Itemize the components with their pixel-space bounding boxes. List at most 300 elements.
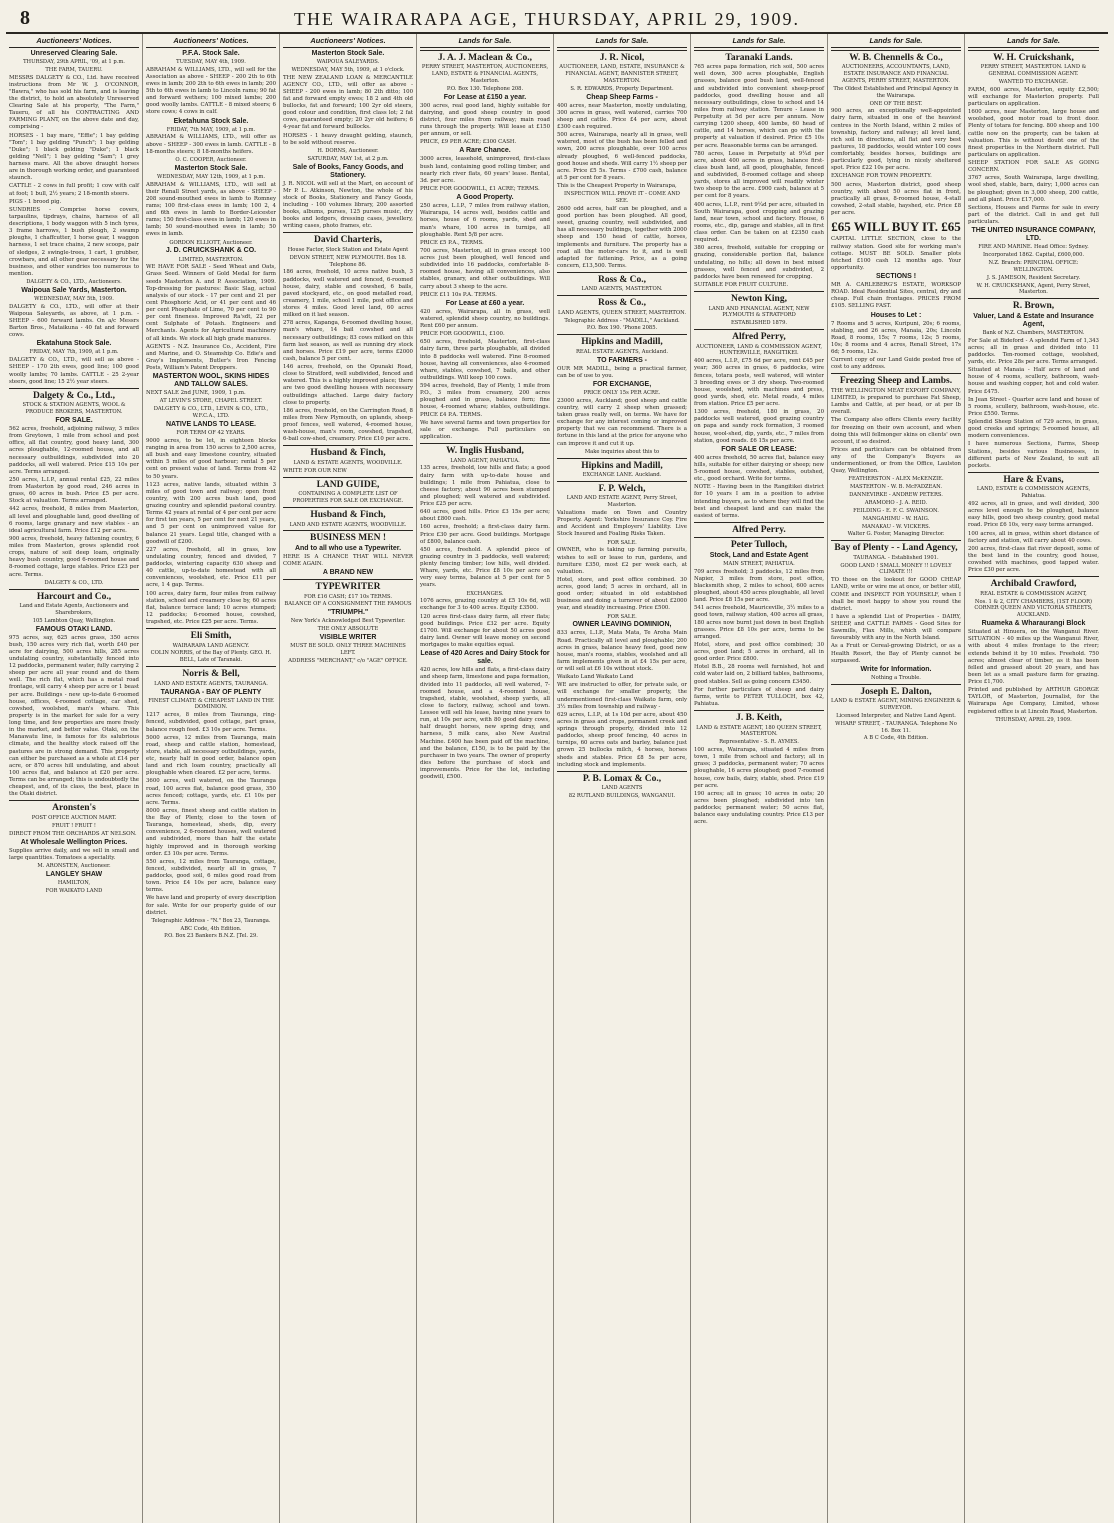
ad-heading: Ruameka & Wharaurangi Block bbox=[981, 620, 1086, 628]
ad-centered-line: WEDNESDAY, MAY 5th, 1909. bbox=[34, 295, 114, 302]
ad-centered-line: FEATHERSTON - ALEX McKENZIE. bbox=[848, 476, 944, 483]
ad-paragraph: HORSES - 1 bay mare, "Effie"; 1 bay gelding "Tom"; 1 bay gelding "Punch"; 1 bay gelding "Duke"; 1 black gelding "Duke"; 1 black gelding "Nell"; 1 bay gelding "Sam"; 1 grey harness mare. All the above draught horses are in thorough working order, and guaranteed staunch. bbox=[9, 132, 139, 182]
ad-paragraph: HERE IS A CHANCE THAT WILL NEVER COME AGAIN. bbox=[283, 553, 413, 567]
ad-paragraph: 100 acres, dairy farm, four miles from railway station, school and creamery close by, 60 acres flat, balance terrace land; 10 acres stumped; 12 paddocks; 6-roomed house, cowshed, trapshed, etc. Price £25 per acre. Terms. bbox=[146, 590, 276, 626]
column-header: Lands for Sale. bbox=[694, 34, 824, 48]
ad-centered-line: TUESDAY, MAY 4th, 1909. bbox=[176, 58, 246, 65]
column-header: Auctioneers' Notices. bbox=[146, 34, 276, 48]
ad-centered-line: The Oldest Established and Principal Agency in the Wairarapa. bbox=[833, 85, 959, 99]
ad-heading: For Lease at £60 a year. bbox=[445, 299, 525, 307]
ad-heading: Sale of Books, Fancy Goods, and Stationery. bbox=[292, 163, 404, 179]
column-header: Lands for Sale. bbox=[831, 34, 961, 48]
ad-paragraph: 550 acres, 12 miles from Tauranga, cottage, fenced, subdivided, nearly all in grass, 7 paddocks, good soil, 6 miles good road from town. Price £4 10s per acre, balance easy terms. bbox=[146, 858, 276, 894]
ad-heading: Eli Smith, bbox=[190, 631, 232, 642]
ad-paragraph: 780 acres, Lease in Perpetuity at 9¼d per acre, about 400 acres in grass, balance first-class bush land, all good, ploughable, fenced and subdivided, 8-roomed cottage and sheep yards, stores all improved will readily winter two sheep to the acre. £900 cash, balance at 5 per cent for 8 years. bbox=[694, 150, 824, 200]
ad-centered-line: DANNEVIRKE - ANDREW PETERS. bbox=[849, 492, 943, 499]
ad-heading: F. P. Welch, bbox=[598, 483, 646, 494]
ad-centered-line: DALGETY & CO., LTD. bbox=[44, 579, 104, 586]
ad-heading: Newton King, bbox=[731, 294, 787, 305]
ad-centered-line: FRUIT ! FRUIT ! bbox=[52, 822, 96, 829]
ad-paragraph: DIRECT FROM THE ORCHARDS AT NELSON. bbox=[9, 830, 137, 837]
divider bbox=[9, 800, 139, 801]
ad-paragraph: Valuations made on Town and Country Property. Agent: Yorkshire Insurance Coy. Fire and Accident and Employers' Liability. Live Stock Insured and Foaling Risks Taken. bbox=[557, 510, 687, 538]
ad-centered-line: WAIPOUA SALEYARDS. bbox=[316, 58, 380, 65]
ad-centered-line: TAURANGA. - Established 1901. bbox=[853, 554, 939, 561]
column-7 bbox=[828, 34, 965, 1523]
ad-heading: Lease of 420 Acres and Dairy Stock for sale. bbox=[420, 650, 550, 666]
columns-container bbox=[6, 34, 1108, 1523]
ad-paragraph: 190 acres; all in grass; 10 acres in oats; 20 acres been ploughed; subdivided into ten paddocks; permanent water; 50 acres flat, balance easy undulating country. Price £13 per acre. bbox=[694, 790, 824, 826]
ad-heading: Ross & Co., bbox=[597, 298, 647, 309]
ad-centered-line: Licensed Interpreter, and Native Land Agent. bbox=[836, 712, 956, 719]
ad-paragraph: 400 acres, L.I.P., rent 9¼d per acre, situated in South Wairarapa, good cropping and grazing land, near town, school and factory. House, 6 rooms, etc., dip, garage and stables, all in first class order. Can be taken on at £2350 cash required. bbox=[694, 201, 824, 244]
ad-paragraph: THE NEW ZEALAND LOAN & MERCANTILE AGENCY CO., LTD., will offer as above - SHEEP - 200 ewes in lamb; 80 2th ditto; 100 fat and forward empty ewes; 18 2 and 4th old bullocks, fat and forward; 100 2yr old steers, good colour and condition, first class lot; 2 fat cows, guaranteed empty; 20 2yr old heifers; 6 4-year fat and forward bullocks. bbox=[283, 74, 413, 131]
divider bbox=[283, 530, 413, 531]
ad-heading: At Wholesale Wellington Prices. bbox=[20, 838, 128, 846]
ad-paragraph: 300 acres, real good land, highly suitable for dairying, and good sheep country in good district, four miles from railway; main road runs through the property. Will lease at £150 per annum, or sell. bbox=[420, 102, 550, 138]
ad-centered-line: WANTED TO EXCHANGE. bbox=[998, 78, 1069, 85]
ad-paragraph: 975 acres, say, 625 acres grass, 350 acres bush, 150 acres very rich flat, worth £40 per acre for dairying, 500 acres hills, 285 acres undulating country, substantially fenced into 12 paddocks, permanent water, fully carrying 2 sheep per acre all year round and do them well. The rich flat, which has a metal road frontage, will carry 4 sheep per acre or 1 beast per acre. Buildings - new up-to-date 6-roomed house, offices, 4-roomed cottage, car shed, cowshed, woolshed, man's whare. This property is in the market for sale for a very long time, and few properties are more freely in the market, and better value. Otaki, on the Manawatu line, is famous for its salubrious climate, and the healthy stock raised off the pastures are in strong demand. This property can either be purchased as a whole at £14 per acre, or 870 acres hill undulating, and about 100 acres flat, and balance at £20 per acre. Terms can be arranged; this is undoubtedly the cheapest, and, of its class, the best, place in the Otaki district. bbox=[9, 634, 139, 798]
ad-centered-line: W. H. CRUICKSHANK, Agent, Perry Street, Masterton. bbox=[976, 282, 1091, 296]
ad-paragraph: Prices and particulars can be obtained from any of the Company's Buyers as undermentioned, or from the Office, Laulston Quay, Wellington. bbox=[831, 446, 961, 475]
ad-centered-line: MUST BE SOLD. ONLY THREE MACHINES LEFT. bbox=[290, 643, 406, 656]
ad-paragraph: We have land and property of every description for sale. Write for our property guide of our district. bbox=[146, 895, 276, 916]
ad-paragraph: 1300 acres, freehold, 180 in grass, 20 paddocks well watered, good grazing country on papa and sandy rock formation, 3 roomed house, wool-shed, dip, yards, etc., 7 miles from station, good roads. £6 15s per acre. bbox=[694, 409, 824, 444]
ad-paragraph: As a Fruit or Cereal-growing District, or as a Health Resort, the Bay of Plenty cannot be surpassed. bbox=[831, 643, 961, 664]
paper-title: THE WAIRARAPA AGE, THURSDAY, APRIL 29, 1909. bbox=[293, 9, 801, 29]
ad-heading: Ekatahuna Stock Sale. bbox=[36, 340, 112, 348]
divider bbox=[557, 458, 687, 459]
ad-paragraph: SUNDRIES - Comprise horse covers, tarpaulins, tipdrays, chains, harness of all descriptions, 1 body waggon with 5 inch tyres, 3 frame harrows, 1 bush plough, 2 swamp ploughs, 1 chaffcutter, 1 horse gear, 1 waggon harness, 1 set trace chains, 2 new scoops, pair of sledges, 2 swingle-trees, 1 cart, 1 grubber, crowbars, and all other gear necessary for the business, and other sundries too numerous to mention. bbox=[9, 206, 139, 277]
ad-heading: A Rare Chance. bbox=[459, 147, 511, 155]
ad-paragraph: This is the Cheapest Property in Wairarapa, bbox=[557, 183, 677, 190]
ad-paragraph: MR A. CARLEBERG'S ESTATE, WORKSOP ROAD. Ideal Residential Sites, central, dry and cheap. Full chain frontages. PRICES FROM £105. SELLING FAST. bbox=[831, 282, 961, 310]
ad-centered-line: LAND & ESTATE AGENT, MINING ENGINEER & SURVEYOR. bbox=[831, 698, 961, 712]
ad-centered-line: FOR WAIKATO LAND bbox=[45, 887, 103, 894]
ad-centered-line: Make inquiries about this to bbox=[584, 448, 660, 455]
ad-heading: SECTIONS ! bbox=[875, 273, 917, 281]
ad-paragraph: Situated at Hinuera, on the Wanganui River. SITUATION - 40 miles up the Wanganui River, with about 4 miles frontage to the river; extends behind it by 10 miles. Freehold. 750 acres; almost clear of timber, as it has been felled and grassed about 20 years, and has been let as a small pasture farm for grazing. Price £1,700. bbox=[968, 629, 1099, 686]
divider bbox=[283, 445, 413, 446]
column-5 bbox=[554, 34, 691, 1523]
ad-centered-line: MASTERTON - W. B. McFADZEAN. bbox=[849, 484, 943, 491]
ad-heading: P. B. Lomax & Co., bbox=[582, 773, 662, 784]
ad-heading: Unreserved Clearing Sale. bbox=[30, 49, 118, 57]
ad-heading: THE UNITED INSURANCE COMPANY, LTD. bbox=[971, 227, 1096, 243]
ad-centered-line: GOOD LAND ! SMALL MONEY !! LOVELY CLIMATE !!! bbox=[840, 562, 952, 576]
ad-paragraph: WRITE FOR OUR NEW bbox=[283, 467, 347, 474]
ad-centered-line: A B C Code, 4th Edition. bbox=[863, 735, 929, 742]
divider bbox=[9, 388, 139, 389]
ad-heading: BUSINESS MEN ! bbox=[309, 533, 387, 544]
ad-paragraph: 250 acres, L.I.P., 7 miles from railway station, Wairarapa, 14 acres well, besides cattle and horses, house of 6 rooms, yards, shed and man's whare, 100 acres in turnips, all ploughable. Rent 5/8 per acre. bbox=[420, 203, 550, 238]
ad-centered-line: AUCTIONEER, LAND, ESTATE, INSURANCE & FINANCIAL AGENT, BANNISTER STREET, MASTERTON. bbox=[559, 64, 685, 84]
ad-heading: J. B. Keith, bbox=[736, 713, 782, 724]
ad-centered-line: FINEST CLIMATE & CHEAPEST LAND IN THE DOMINION. bbox=[148, 697, 274, 711]
ad-paragraph: 135 acres, freehold, low hills and flats; a good dairy farm with up-to-date house and buildings; 1 mile from Pahiatua, close to cheese factory; about 90 acres been stumped and ploughed; well watered and subdivided. Price £25 per acre. bbox=[420, 465, 550, 507]
ad-centered-line: LAND AGENTS bbox=[601, 785, 643, 792]
ad-heading: Freezing Sheep and Lambs. bbox=[839, 376, 953, 387]
ad-centered-line: AUCTIONEER, LAND & COMMISSION AGENT, HUNTERVILLE, RANGITIKEI. bbox=[696, 343, 822, 357]
ad-centered-line: Bank of N.Z. Chambers, MASTERTON. bbox=[982, 329, 1085, 336]
divider bbox=[557, 481, 687, 482]
ad-heading: Dalgety & Co., Ltd., bbox=[32, 390, 116, 401]
ad-centered-line: Telegraphic Address - "MADILL," Auckland. bbox=[564, 317, 680, 324]
ad-paragraph: EXCHANGE FOR TOWN PROPERTY. bbox=[831, 173, 932, 180]
ad-centered-line: Representative - S. R. AYMES. bbox=[719, 739, 799, 746]
ad-centered-line: HAMILTON, bbox=[57, 879, 91, 886]
ad-paragraph: 400 acres freehold, 50 acres flat, balance easy hills, suitable for either dairying or sheep; new 5-roomed house, cowshed, stables, outshed, etc., good orchard. Write for terms. bbox=[694, 454, 824, 483]
ad-paragraph: DALGETY & CO., LTD., will offer at their Waipoua Saleyards, as above, at 1 p.m. - SHEEP - 600 forward lambs. On a/c Messrs Barton Bros., Mataikuna - 40 fat and forward cows. bbox=[9, 303, 139, 339]
ad-centered-line: N.Z. Branch: PRINCIPAL OFFICE: WELLINGTON. bbox=[988, 259, 1079, 273]
ad-centered-line: FOR SALE. bbox=[607, 613, 637, 620]
ad-paragraph: The Company also offers Clients every facility for freezing on their own account, and when doing this will fellmonger skins on clients' own account, if so desired. bbox=[831, 417, 961, 445]
ad-centered-line: STOCK & STATION AGENTS, WOOL & PRODUCE BROKERS, MASTERTON. bbox=[22, 402, 126, 416]
ad-centered-line: FOR SALE. bbox=[607, 539, 637, 546]
ad-centered-line: AT LEVIN'S STORE, CHAPEL STREET. bbox=[159, 398, 263, 405]
ad-paragraph: I have a splendid List of Properties - DAIRY, SHEEP, and CATTLE FARMS - Good Sites for Sawmills, Flax Mills, which will compare favourably with any in the North Island. bbox=[831, 613, 961, 642]
divider bbox=[420, 50, 550, 51]
ad-paragraph: Situated at Manaia - Half acre of land and house of 4 rooms, scullery, bathroom, wash-house and washing copper, hot and cold water. Price £475. bbox=[968, 367, 1099, 395]
ad-paragraph: Waikato Land Waikato Land bbox=[557, 674, 634, 681]
ad-centered-line: PRICE ONLY 15s PER ACRE. bbox=[583, 389, 661, 396]
ad-centered-line: J. S. JAMESON, Resident Secretary. bbox=[986, 274, 1081, 281]
page-number: 8 bbox=[20, 7, 30, 29]
ad-centered-line: LAND AND FINANCIAL AGENT, NEW PLYMOUTH & STRATFORD bbox=[708, 305, 810, 319]
ad-heading: Archibald Crawford, bbox=[990, 579, 1077, 590]
ad-heading: Masterton Stock Sale. bbox=[311, 49, 385, 57]
divider bbox=[420, 443, 550, 444]
ad-paragraph: PRICE, £9 PER ACRE; £300 CASH. bbox=[420, 139, 517, 146]
divider bbox=[557, 334, 687, 335]
column-3 bbox=[280, 34, 417, 1523]
ad-paragraph: 900 acres, an exceptionally well-appointed dairy farm, situated in one of the heaviest centres in the North Island, within 2 miles of township, factory and railway; all level land, rich soil in directions, all flat and very best pastures, 18 paddocks, would winter 100 cows comfortably, besides horses, buildings are particularly good, lying in nicely sheltered spot. Price £22 10s per acre. bbox=[831, 108, 961, 172]
ad-heading: J. D. CRUICKSHANK & CO. bbox=[165, 247, 257, 255]
ad-centered-line: Walter G. Foster, Managing Director. bbox=[847, 531, 945, 538]
ad-paragraph: For further particulars of sheep and dairy farms, write to PETER TULLOCH, box 42, Pahiatua. bbox=[694, 686, 824, 707]
ad-heading: MASTERTON WOOL, SKINS HIDES AND TALLOW SALES. bbox=[152, 373, 270, 389]
ad-heading: Alfred Perry, bbox=[732, 332, 786, 343]
masthead bbox=[6, 0, 1108, 34]
ad-heading: LAND GUIDE, bbox=[316, 479, 380, 490]
ad-heading: For Lease at £150 a year. bbox=[443, 93, 527, 101]
ad-centered-line: WEDNESDAY, MAY 12th, 1909, at 1 p.m. bbox=[157, 173, 265, 180]
divider bbox=[968, 298, 1099, 299]
ad-heading: Husband & Finch, bbox=[310, 448, 386, 459]
ad-heading: Write for Information. bbox=[860, 665, 932, 673]
ad-paragraph: 500 acres, Masterton district, good sheep country, with about 50 acres flat in front, practically all grass, 8-roomed house, 4-stall cowshed, 2-stall stable, hayshed, etc. Price £8 per acre. bbox=[831, 181, 961, 217]
ad-centered-line: LAND AGENTS, MASTERTON. bbox=[581, 286, 663, 293]
ad-paragraph: ABRAHAM & WILLIAMS, LTD., will sell at their Renall Street yards, as above - SHEEP - 208 sound-mouthed ewes in lamb to Romney rams; 100 first-class ewes in lamb; 100 2, 4 and 6th ewes in lamb to Border-Leicester rams; 150 first-class ewes in lamb; 120 ewes in lamb; 50 sound-mouthed ewes in lamb; 50 ewes in lamb. bbox=[146, 181, 276, 238]
ad-heading: W. B. Chennells & Co., bbox=[849, 52, 943, 63]
ad-paragraph: 1600 acres, near Masterton, large house and woolshed, good motor road to front door. Plenty of totara for fencing. 800 sheep and 100 cattle now on the property, can be taken at valuation. This is without doubt one of the finest properties in the Northern district. Full particulars on application. bbox=[968, 109, 1099, 158]
ad-centered-line: 105 Lambton Quay, Wellington. bbox=[32, 617, 116, 624]
ad-heading: Masterton Stock Sale. bbox=[174, 164, 248, 172]
ad-centered-line: WHARF STREET, - TAURANGA. Telephone No 16. Box 11. bbox=[835, 720, 957, 734]
ad-heading: J. R. Nicol, bbox=[599, 52, 645, 63]
ad-centered-line: LAND, ESTATE & COMMISSION AGENTS, Pahiatua. bbox=[976, 486, 1091, 500]
ad-paragraph: 500 acres, Wairarapa, nearly all in grass, well watered, most of the bush has been felled and sown, 200 acres ploughable, over 100 acres already ploughed, 6 well-fenced paddocks, good house and sheds. Will carry 1½ sheep per acre. Price £5 5s. Terms - £700 cash, balance at 5 per cent for 8 years. bbox=[557, 132, 687, 181]
divider bbox=[968, 50, 1099, 51]
ad-centered-line: LAND AGENTS, QUEEN STREET, MASTERTON. bbox=[558, 309, 686, 316]
column-2 bbox=[143, 34, 280, 1523]
ad-paragraph: PRICE FOR GOODWILL, £1 ACRE; TERMS. bbox=[420, 185, 540, 192]
divider bbox=[694, 710, 824, 711]
divider bbox=[283, 232, 413, 233]
ad-centered-line: GORDON ELLIOTT, Auctioneer. bbox=[169, 239, 253, 246]
ad-paragraph: 492 acres, all in grass, and well divided, 300 acres level enough to be ploughed, balance easy hills, good two sheep country, good metal road. Price £6 10s, very easy terms arranged. bbox=[968, 501, 1099, 529]
ad-heading: Peter Tulloch, bbox=[730, 540, 788, 551]
ad-centered-line: House Factor, Stock Station and Estate Agent bbox=[287, 246, 409, 253]
ad-centered-line: O. C. COOPER, Auctioneer. bbox=[175, 156, 247, 163]
ad-heading: A Good Property. bbox=[456, 194, 514, 202]
ad-centered-line: LIMITED, MASTERTON. bbox=[178, 256, 244, 263]
ad-heading: Harcourt and Co., bbox=[36, 591, 112, 602]
ad-heading: Ross & Co., bbox=[597, 275, 647, 286]
column-header: Lands for Sale. bbox=[420, 34, 550, 48]
ad-paragraph: 1217 acres, 8 miles from Tauranga, ring-fenced, subdivided, good cottage, part grass, balance rough feed. £3 10s per acre. Terms. bbox=[146, 712, 276, 733]
column-4 bbox=[417, 34, 554, 1523]
column-header: Auctioneers' Notices. bbox=[9, 34, 139, 48]
ad-heading: Taranaki Lands. bbox=[725, 52, 793, 63]
ad-centered-line: Nothing a Trouble. bbox=[871, 674, 921, 681]
ad-paragraph: 541 acres freehold, Mauriceville, 3½ miles to a good town, railway station, 400 acres all grass, 180 acres now burnt just down in best English grasses. Price £8 10s per acre, terms to be arranged. bbox=[694, 605, 824, 640]
divider bbox=[557, 295, 687, 296]
ad-paragraph: PRICE £5 P.A., TERMS. bbox=[420, 239, 484, 246]
ad-paragraph: We have several farms and town properties for sale or exchange. Full particulars on application. bbox=[420, 419, 550, 440]
divider bbox=[694, 329, 824, 330]
ad-centered-line: FRIDAY, 7th MAY, 1909, at 1 p.m. bbox=[166, 126, 256, 133]
ad-paragraph: ABRAHAM & WILLIAMS, LTD., will sell for the Association as above - SHEEP - 200 2th to 6th ewes in lamb; 200 2th to 6th ewes in lamb; 200 5th to 6th ewes in lamb to Lincoln rams; 90 fat and forward wethers; 100 mixed lambs; 200 good woolly lambs. CATTLE - 8 mixed steers; 6 store cows; 4 cows in calf. bbox=[146, 66, 276, 116]
ad-centered-line: FOR TERM OF 42 YEARS. bbox=[176, 430, 246, 437]
ad-heading: TAURANGA - BAY OF PLENTY bbox=[160, 688, 262, 696]
ad-paragraph: FARM, 600 acres, Masterton, equity £2,500; will exchange for Masterton property. Full particulars on application. bbox=[968, 86, 1099, 108]
ad-paragraph: 7 Rooms and 5 acres, Kuripuni, 20s; 6 rooms, stabling, and 26 acres, Manaia, 20s; Lincoln Road, 8 rooms, 15s; 7 rooms, 12s; 5 rooms, 10s; 8 rooms and 4 acres, Renall Street, 17s 6d; 5 rooms, 12s. bbox=[831, 320, 961, 356]
ad-paragraph: 200 acres, first-class flat river deposit, some of the best land in the country, good house, cowshed with machines, good tapped water. Price £30 per acre. bbox=[968, 545, 1099, 574]
ad-centered-line: FRIDAY, MAY 7th, 1909, at 1 p.m. bbox=[29, 349, 119, 356]
ad-centered-line: ABC Code, 4th Edition. bbox=[180, 925, 242, 932]
ad-paragraph: 8000 acres, finest sheep and cattle station in the Bay of Plenty, close to the town of Tauranga, homestead, sheds, dip, every convenience, 2 6-roomed houses, well watered and subdivided, more than half the estate highly improved and in thorough working order. £3 10s per acre. Terms. bbox=[146, 807, 276, 857]
ad-paragraph: SUITABLE FOR FRUIT CULTURE. bbox=[694, 281, 789, 288]
ad-paragraph: 3600 acres, well watered, on the Tauranga road, 100 acres flat, balance good grass, 350 acres fenced; cottage, yards, etc. £1 10s per acre. Terms. bbox=[146, 778, 276, 806]
ad-centered-line: P.O. Box 130. Telephone 208. bbox=[446, 85, 524, 92]
divider bbox=[831, 50, 961, 51]
ad-heading: J. A. J. Maclean & Co., bbox=[438, 52, 532, 63]
ad-paragraph: 442 acres, freehold, 8 miles from Masterton, all level and ploughable land, good dwelling of 6 rooms, large granary and new stables - an ideal agricultural farm. Price £12 per acre. bbox=[9, 506, 139, 534]
ad-centered-line: PERRY STREET, MASTERTON. LAND & GENERAL COMMISSION AGENT. bbox=[980, 64, 1087, 78]
column-8 bbox=[965, 34, 1102, 1523]
ad-centered-line: THURSDAY, APRIL 29, 1909. bbox=[995, 716, 1072, 723]
ad-paragraph: 23000 acres, Auckland; good sheep and cattle country, will carry 2 sheep when grassed; taken grass really well, on terms. We have for exchange for any interest coming or improved property that we can recommend. There is a fortune in this land at the price for anyone who can improve it and cut it up. bbox=[557, 397, 687, 447]
ad-paragraph: OUR MR MADILL, being a practical farmer, can be of use to you. bbox=[557, 365, 687, 379]
ad-paragraph: 1123 acres, native lands, situated within 3 miles of good town and railway; open front country, with 200 acres bush land, good grazing country and splendid pastoral country. Terms 42 years at rental of 4 per cent per acre for first ten years, 5 per cent for next 21 years, and 5 per cent on unimproved value for balance 21 years. Legal title, changed with a goodwill of £200. bbox=[146, 481, 276, 545]
ad-centered-line: LAND & ESTATE AGENT, 180 QUEEN STREET, MASTERTON. bbox=[696, 724, 822, 738]
ad-heading: Stock, Land and Estate Agent bbox=[709, 551, 809, 559]
ad-paragraph: J. R. NICOL will sell at the Mart, on account of Mr P. L. Atkinson, Newton, the whole of his stock of Books, Stationery and Fancy Goods, including - 100 volumes library, 200 assorted books, albums, purses, 125 purses music, dry books and ledgers, dressing cases, jewellery, writing cases, photo frames, etc. bbox=[283, 180, 413, 230]
ad-paragraph: 227 acres, freehold, all in grass, low undulating country, fenced and divided, 7 paddocks, wintering capacity 630 sheep and 40 cattle, up-to-date homestead with all conveniences, woolshed, etc. Price £11 per acre, 1 4 gap. Terms. bbox=[146, 546, 276, 589]
ad-paragraph: NOTE - Having been in the Rangitikei district for 10 years I am in a position to advise intending buyers, as to where they will find the best and cheapest land and can make the easiest of terms. bbox=[694, 484, 824, 519]
ad-centered-line: Nos. 1 & 2, CITY CHAMBERS, (1ST FLOOR) CORNER QUEEN AND VICTORIA STREETS, AUCKLAND. bbox=[974, 598, 1093, 619]
ad-paragraph: 650 acres, freehold, Masterton, first-class dairy farm, three parts ploughable, all divided into 8 paddocks well watered. Fine 8-roomed house, having all conveniences, also 4-roomed whare, stables, cowshed, 7 bails, and other outbuildings. Will keep 100 cows. bbox=[420, 339, 550, 381]
ad-heading: Bay of Plenty - - Land Agency, bbox=[834, 543, 958, 554]
ad-paragraph: OWNER, who is taking up farming pursuits, wishes to sell or lease to run, gardens, and furniture £350, most £2 per week each, at valuation. bbox=[557, 547, 687, 575]
ad-heading: NATIVE LANDS TO LEASE. bbox=[166, 421, 256, 429]
ad-centered-line: MAIN STREET, PAHIATUA. bbox=[723, 560, 795, 567]
ad-paragraph: TO those on the lookout for GOOD CHEAP LAND, write or wire me at once, or better still, COME and INSPECT FOR YOURSELF, when I shall be most happy to show you round the district. bbox=[831, 577, 961, 612]
ad-centered-line: S. R. EDWARDS, Property Department. bbox=[570, 85, 674, 92]
ad-centered-line: THE ONLY ABSOLUTE bbox=[317, 626, 379, 633]
ad-centered-line: REAL ESTATE AGENTS, Auckland. bbox=[576, 348, 668, 355]
ad-heading: TYPEWRITER bbox=[315, 582, 381, 593]
ad-heading: Alfred Perry. bbox=[732, 524, 786, 535]
divider bbox=[694, 50, 824, 51]
ad-centered-line: WAIRARAPA LAND AGENCY. bbox=[172, 642, 250, 649]
divider bbox=[831, 540, 961, 541]
ad-paragraph: 400 acres, L.I.P., £75 6d per acre, rent £45 per year; 360 acres in grass, 6 paddocks, wire fences, totara posts, well watered, will winter 3 breeding ewes or 3 dry sheep. Two-roomed house, woolshed, with machines and press, good yards, shed, etc. Metal roads, 4 miles from station. Price £5 per acre. bbox=[694, 358, 824, 407]
ad-heading: LANGLEY SHAW bbox=[45, 870, 103, 878]
ad-paragraph: Sections, Houses and Farms for sale in every part of the district. Call in and get full particulars. bbox=[968, 204, 1099, 226]
ad-centered-line: THURSDAY, 29th APRIL, '09, at 1 p.m. bbox=[23, 58, 125, 65]
ad-heading: Valuer, Land & Estate and Insurance Agent, bbox=[973, 312, 1094, 328]
ad-centered-line: BALANCE OF A CONSIGNMENT THE FAMOUS bbox=[284, 601, 412, 608]
ad-paragraph: CAPITAL LITTLE SECTION, close to the railway station. Good site for working man's cottage. MUST BE SOLD. Smaller plots fetched £100 cash 12 months ago. Your opportunity. bbox=[831, 236, 961, 271]
ad-centered-line: DALGETY & CO., LTD., LEVIN & CO., LTD., W.F.C.A., LTD. bbox=[153, 406, 269, 420]
ad-heading: FOR SALE. bbox=[55, 416, 93, 424]
ad-heading: TO FARMERS - bbox=[596, 356, 648, 364]
divider bbox=[557, 771, 687, 772]
ad-centered-line: LAND AGENT, PAHIATUA. bbox=[450, 457, 520, 464]
ad-centered-line: LAND AND ESTATE AGENTS, TAURANGA. bbox=[154, 680, 268, 687]
ad-paragraph: Supplies arrive daily, and we sell in small and large quantities. Tomatoes a speciality. bbox=[9, 847, 139, 861]
ad-paragraph: For Sale at Bideford - A splendid Farm of 1,343 acres; all in grass and divided into 11 paddocks. Ten-roomed cottage, woolshed, yards, etc. Price 28s per acre. Terms arranged. bbox=[968, 337, 1099, 366]
ad-centered-line: 82 RUTLAND BUILDINGS, WANGANUI. bbox=[568, 793, 676, 800]
divider bbox=[146, 666, 276, 667]
ad-centered-line: LAND AND ESTATE AGENTS, WOODVILLE. bbox=[289, 521, 407, 528]
ad-centered-line: FIRE AND MARINE. Head Office: Sydney. bbox=[978, 244, 1089, 251]
column-header: Auctioneers' Notices. bbox=[283, 34, 413, 48]
ad-paragraph: Hotel, store, and post office combined; 30 acres, good land; 5 acres in orchard, all in good order. Price £800. bbox=[694, 641, 824, 663]
price-banner: £65 WILL BUY IT. £65 bbox=[831, 219, 961, 235]
ad-centered-line: LAND & ESTATE AGENTS, WOODVILLE. bbox=[293, 459, 403, 466]
column-6 bbox=[691, 34, 828, 1523]
ad-paragraph: 186 acres, freehold, 10 acres native bush, 3 paddocks, well watered and fenced, 6-roomed house, dairy, stable and cowshed, 6 bails, paved stockyard, etc., on good metalled road, creamery, 1 mile, school 1 mile, post office and stores 4 miles. Good level land, 60 acres milked on it last season. bbox=[283, 269, 413, 319]
ad-paragraph: DALGETY & CO., LTD., will sell as above - SHEEP - 170 2th ewes, good line; 100 good woolly lambs; 70 lambs. CATTLE - 25 2-year steers, good line; 15 2½ year steers. bbox=[9, 357, 139, 385]
ad-paragraph: 120 acres first-class dairy farm, all river flats; good buildings. Price £32 per acre. Equity £1700. Will exchange for about 50 acres good dairy land. Owner will leave money on second mortgages to make equities equal. bbox=[420, 613, 550, 649]
ad-paragraph: 100 acres, all in grass, within short distance of factory and station, will carry about 40 cows. bbox=[968, 530, 1099, 544]
ad-paragraph: CATTLE - 2 cows in full profit; 1 cow with calf at foot; 1 bull, 2½ years; 2 18-month steers. bbox=[9, 183, 139, 197]
ad-paragraph: Splendid Sheep Station of 729 acres, in grass, good creeks and springs; 5-roomed house, all modern conveniences. bbox=[968, 419, 1099, 440]
ad-paragraph: 400 acres, near Masterton, mostly undulating, 300 acres in grass, well watered, carries 700 sheep and cattle. Price £4 per acre, about £300 cash required. bbox=[557, 102, 687, 131]
ad-paragraph: 9000 acres, to be let, in eighteen blocks ranging in area from 150 acres to 2,500 acres, all bush and easy limestone country, situated within 5 miles of good harbour; rental 5 per cent on present value of land. Terms from 42 to 50 years. bbox=[146, 437, 276, 480]
ad-centered-line: REAL ESTATE & COMMISSION AGENT, bbox=[980, 590, 1087, 597]
ad-paragraph: 709 acres freehold; 3 paddocks, 12 miles from Napier, 3 miles from store, post office, blacksmith shop, 2 miles to school, 600 acres ploughed, about 450 acres ploughable, all level land. Price £8 15s per acre. bbox=[694, 568, 824, 604]
divider bbox=[283, 507, 413, 508]
divider bbox=[283, 477, 413, 478]
ad-paragraph: WE HAVE FOR SALE - Seed Wheat and Oats, Grass Seed. Winners of Gold Medal for farm seeds Masterton A. and P. Association, 1909. Top-dressing for pastures: Basic Slag, actual analysis of our stock - 17 per cent and 21 per cent Phosphoric Acid, or 41 per cent and 46 per cent Phosphate of Lime, 70 per cent to 90 per cent fineness. Improved Ra'sdt, 22 per cent Sulphate of Potash. Engineers and Merchants. Agents for Agricultural machinery of all kinds. We stock all high grade manures. bbox=[146, 264, 276, 342]
ad-heading: Aronsten's bbox=[52, 803, 96, 814]
divider bbox=[9, 589, 139, 590]
ad-heading: Waipoua Sale Yards, Masterton. bbox=[21, 286, 127, 294]
ad-paragraph: In Jean Street - Quarter acre land and house of 5 rooms, scullery, bathroom, wash-house, etc. Price £550. Terms. bbox=[968, 396, 1099, 417]
ad-heading: OWNER LEAVING DOMINION, bbox=[572, 621, 672, 629]
ad-heading: "TRIUMPH." bbox=[327, 609, 369, 617]
ad-paragraph: 146 acres, freehold, on the Opunaki Road, close to Stratford, well subdivided, fenced and watered. This is a highly improved place; there are two good dwelling houses with necessary outbuildings attached. Large dairy factory close to property. bbox=[283, 364, 413, 406]
ad-paragraph: 2600 odd acres, half can be ploughed, and a good portion has been ploughed. All good, sweet, grazing country, well subdivided, and has all necessary buildings, together with 2000 sheep and 150 head of cattle, horses, implements and furniture. The property has a road all the motor-cars to it, and is well adapted for fattening. Price, as a going concern, £13,500. Terms. bbox=[557, 205, 687, 269]
divider bbox=[831, 373, 961, 374]
ad-paragraph: PRICE FOR GOODWILL, £100. bbox=[420, 331, 505, 338]
ad-centered-line: WEDNESDAY, MAY 5th, 1909, at 1 o'clock. bbox=[291, 66, 405, 73]
ad-paragraph: 100 acres, Wairarapa, situated 4 miles from town, 1 mile from school and factory; all in grass; 3 paddocks, permanent water; 70 acres ploughable, 16 acres ploughed; good 7-roomed house, cow bails, dairy, stable, shed. Price £19 per acre. bbox=[694, 747, 824, 789]
divider bbox=[694, 291, 824, 292]
ad-heading: Houses to Let : bbox=[870, 311, 922, 319]
divider bbox=[831, 684, 961, 685]
ad-heading: FAMOUS OTAKI LAND. bbox=[35, 625, 113, 633]
divider bbox=[557, 50, 687, 51]
ad-paragraph: AGENTS - N.Z. Insurance Co., Accident, Fire and Marine, and O. Steamship Co. Edie's and Gray's Implements, Butler's Iron Fencing Posts, William's Patent Droppers. bbox=[146, 343, 276, 372]
ad-centered-line: MANGAHIMU - W. HAIG. bbox=[862, 515, 930, 522]
ad-paragraph: 186 acres, freehold, on the Carrington Road, 8 miles from New Plymouth, on uplands, sheep-proof fences, well watered, 4-roomed house, wash-house, man's room, cowshed, trapshed, 6-bail cow-shed, creamery. Price £10 per acre. bbox=[283, 407, 413, 443]
ad-centered-line: MANAKAU - W. VICKERS. bbox=[861, 523, 931, 530]
ad-paragraph: 562 acres, freehold, adjoining railway, 3 miles from Greytown, 1 mile from school and post office, all flat country, good heavy land, 300 acres ploughable, 12-roomed house, and all necessary outbuildings, subdivided into 20 paddocks, all well watered. Price £15 10s per acre. Terms arranged. bbox=[9, 426, 139, 475]
column-header: Lands for Sale. bbox=[557, 34, 687, 48]
ad-heading: A BRAND NEW bbox=[322, 569, 374, 577]
ad-paragraph: 250 acres, L.I.P., annual rental £25, 22 miles from Masterton by good road, 246 acres in grass, 60 acres in bush. Price £5 per acre. Stock at valuation. Terms arranged. bbox=[9, 476, 139, 505]
ad-centered-line: POST OFFICE AUCTION MART. bbox=[31, 814, 117, 821]
ad-centered-line: New York's Acknowledged Best Typewriter. bbox=[290, 618, 406, 625]
ad-paragraph: 900 acres, freehold, heavy fattening country, 6 miles from Masterton, grows splendid root crops, nature of soil deep loam, originally heavy bush country, good 6-roomed house and 8-roomed cottage, large stables. Price £23 per acre. Terms. bbox=[9, 535, 139, 578]
divider bbox=[557, 272, 687, 273]
ad-heading: W. Inglis Husband, bbox=[446, 446, 524, 457]
ad-paragraph: I have numerous Sections, Farms, Sheep Stations, besides various Businesses, in different parts of New Zealand, to suit all pockets. bbox=[968, 441, 1099, 469]
ad-heading: Hare & Evans, bbox=[1003, 474, 1064, 485]
ad-centered-line: COLIN NORRIS, of the Bay of Plenty. GEO. H. BELL, Late of Taranaki. bbox=[150, 650, 272, 664]
ad-heading: Joseph E. Dalton, bbox=[860, 686, 932, 697]
ad-paragraph: Printed and published by ARTHUR GEORGE TAYLOR, of Masterton, Journalist, for the Wairarapa Age Company, Limited, whose registered office is at Lincoln Road, Masterton. bbox=[968, 687, 1099, 715]
ad-centered-line: P.O. Box 190. 'Phone 2085. bbox=[586, 325, 658, 332]
ad-centered-line: DALGETY & CO., LTD., Auctioneers. bbox=[26, 279, 122, 286]
ad-paragraph: Current copy of our Land Guide posted free of cost to any address. bbox=[831, 357, 961, 371]
ad-paragraph: NEXT SALE 2nd JUNE, 1909, 1 p.m. bbox=[146, 390, 246, 397]
ad-heading: David Charteris, bbox=[313, 235, 383, 246]
ad-heading: Eketahuna Stock Sale. bbox=[173, 117, 249, 125]
column-1 bbox=[6, 34, 143, 1523]
ad-paragraph: 765 acres papa formation, rich soil, 500 acres well down, 300 acres ploughable, English grasses, balance good bush land, well-fenced and subdivided into convenient sheep-proof paddocks, good dwelling house and all necessary outbuildings, close to school and 14 miles from railway station. Tenure - Lease in Perpetuity at 5d per acre per annum. Now carrying 1200 sheep, 400 lambs, 60 head of cattle, and 14 horses, which can go with the property at valuation if desired. Price £5 10s per acre. Reasonable terms can be arranged. bbox=[694, 64, 824, 149]
ad-paragraph: 278 acres, Kapanga, 6-roomed dwelling house, man's whare, 14 bail cowshed and all necessary outbuildings; 83 cows milked on this farm last season, as well as running dry stock and horses. Price £19 per acre, terms £2000 cash, balance 5 per cent. bbox=[283, 320, 413, 362]
ad-heading: Hipkins and Madill, bbox=[581, 337, 663, 348]
ad-centered-line: FOR £16 CASH; £17 10s TERMS. bbox=[303, 593, 393, 600]
ad-centered-line: ESTABLISHED 1879. bbox=[730, 320, 788, 327]
ad-paragraph: WE are instructed to offer, for private sale, or will exchange for smaller property, the undermentioned first-class Waikato farm, only 3½ miles from township and railway - bbox=[557, 682, 687, 710]
ad-paragraph: 1076 acres, grazing country at £5 10s 6d, will exchange for 3 to 400 acres. Equity £3500. bbox=[420, 598, 550, 612]
ad-paragraph: PRICE £11 10s P.A. TERMS. bbox=[420, 291, 497, 298]
ad-centered-line: DEVON STREET, NEW PLYMOUTH. Box 18. Telephone 86. bbox=[289, 254, 407, 268]
ad-paragraph: ABRAHAM & WILLIAMS, LTD., will offer as above - SHEEP - 300 ewes in lamb. CATTLE - 8 18-months steers; 8 18-months heifers. bbox=[146, 134, 276, 155]
ad-heading: W. H. Cruickshank, bbox=[993, 52, 1074, 63]
ad-paragraph: SHEEP STATION FOR SALE AS GOING CONCERN. bbox=[968, 160, 1099, 174]
ad-paragraph: 5000 acres, 12 miles from Tauranga, main road, sheep and cattle station, homestead, store, stable, all necessary outbuildings, yards, etc, nearly half in good order, balance open land and rich loam country, practically all ploughable when cleared. £2 per acre, terms. bbox=[146, 734, 276, 777]
ad-paragraph: 594 acres, freehold, Bay of Plenty, 1 mile from P.O., 3 miles from creamery, 200 acres ploughed and in grass, balance fern; fine house, 4-roomed whare; stables, outbuildings. PRICE £4 P.A. TERMS. bbox=[420, 383, 550, 418]
ad-centered-line: PERRY STREET, MASTERTON, AUCTIONEERS, LAND, ESTATE & FINANCIAL AGENTS, Masterton. bbox=[421, 64, 549, 84]
ad-centered-line: CONTAINING A COMPLETE LIST OF PROPERTIES FOR SALE OR EXCHANGE. bbox=[292, 491, 404, 505]
divider bbox=[968, 472, 1099, 473]
ad-paragraph: 640 acres, good hills. Price £3 15s per acre; about £800 cash. bbox=[420, 509, 550, 523]
ad-heading: FOR SALE OR LEASE: bbox=[721, 445, 797, 453]
divider bbox=[968, 576, 1099, 577]
ad-centered-line: M. ARONSTEN, Auctioneer. bbox=[37, 863, 111, 870]
divider bbox=[283, 579, 413, 580]
ad-heading: VISIBLE WRITER bbox=[319, 634, 377, 642]
ad-heading: Cheap Sheep Farms - bbox=[586, 93, 658, 101]
